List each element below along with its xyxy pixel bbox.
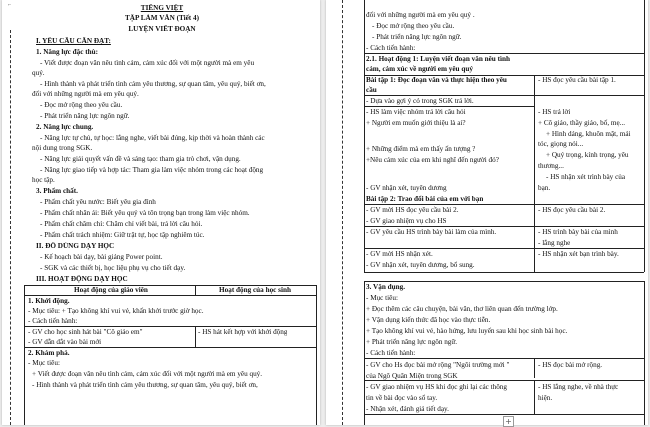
left-text-line: nội dung trong SGK. (32, 144, 93, 152)
right-text-line: tóc, giọng nói... (538, 140, 584, 148)
left-text-line: III. HOẠT ĐỘNG DẠY HỌC (36, 275, 128, 283)
right-text-line: - Phát triển năng lực ngôn ngữ. (372, 33, 462, 41)
right-text-line: - HS nhận xét bạn trình bày. (538, 250, 619, 258)
right-text-line: - GV yêu cầu HS trình bày bài làm của mình. (366, 228, 497, 236)
table-rule (534, 380, 535, 414)
table-rule (364, 414, 644, 415)
table-rule (24, 285, 25, 425)
right-text-line: - Cách tiến hành: (366, 44, 416, 52)
right-text-line: - HS trả lời (538, 108, 571, 116)
right-text-line: +Nêu cảm xúc của em khi nghĩ đến người đó? (366, 156, 499, 164)
right-text-line: + Phát triển năng lực ngôn ngữ. (366, 338, 458, 346)
left-text-line: - GV cho học sinh hát bài "Cô giáo em" (28, 328, 143, 336)
table-rule (364, 358, 644, 359)
crop-mark: ⌐ (8, 2, 12, 8)
right-text-line: bạn. (538, 184, 551, 192)
table-rule (364, 53, 644, 54)
left-text-line: 2. Khám phá. (28, 349, 70, 357)
left-text-line: 1. Khởi động. (28, 297, 70, 305)
left-text-line: 2. Năng lực chung. (36, 123, 94, 131)
left-text-line: - Năng lực giao tiếp và hợp tác: Tham gia làm việc nhóm trong các hoạt động (40, 166, 264, 174)
left-text-line: - GV dẫn dắt vào bài mới (28, 338, 102, 346)
right-text-line: - Nhận xét, đánh giá tiết dạy. (366, 405, 449, 413)
right-text-line: - HS đọc bài mở rộng. (538, 361, 603, 369)
left-text-line: - Mục tiêu: + Tạo không khí vui vẻ, khấn khởi trước giờ học. (28, 307, 204, 315)
left-text-line: Hoạt động của học sinh (219, 286, 291, 294)
table-rule (364, 272, 644, 273)
right-text-line: + Đọc thêm các câu chuyện, bài văn, thơ liên quan đến trường lớp. (366, 305, 558, 313)
left-text-line: 3. Phẩm chất. (36, 187, 78, 195)
left-text-line: - Phẩm chất yêu nước: Biết yêu gia đình (40, 198, 156, 206)
right-text-line: - HS nhận xét trình bày của (546, 173, 626, 181)
left-document-page (2, 0, 320, 425)
right-text-line: - GV mời HS đọc yêu cầu bài 2. (366, 206, 459, 214)
right-text-line: + Hình dáng, khuôn mặt, mái (546, 130, 631, 138)
left-text-line: học tập. (32, 176, 55, 184)
table-rule (364, 95, 534, 96)
left-text-line: - SGK và các thiết bị, học liệu phụ vụ cho tiết dạy. (40, 264, 186, 272)
left-text-line: - Phẩm chất nhân ái: Biết yêu quý và tôn trọng bạn trong làm việc nhóm. (40, 209, 250, 217)
left-text-line: - Phẩm chất trách nhiệm: Giữ trật tự, học tập nghiêm túc. (40, 231, 205, 239)
left-text-line: I. YÊU CẦU CẦN ĐẠT: (36, 37, 111, 45)
table-rule (644, 0, 645, 272)
table-rule (534, 95, 644, 96)
right-text-line: của Ngô Quân Miện trong SGK (366, 372, 458, 380)
right-text-line: + Quý trọng, kính trọng, yêu (546, 151, 629, 159)
right-text-line: + Vận dụng kiến thức đã học vào thực tiễn. (366, 316, 491, 324)
table-rule (24, 347, 316, 348)
left-text-line: - Phẩm chất chăm chỉ: Chăm chỉ viết bài, trả lời câu hỏi. (40, 220, 203, 228)
left-text-line: - Hình thành và phát triển tình cảm yêu thương, sự quan tâm, yêu quý, biết ơn, (40, 80, 266, 88)
right-text-line: - HS làm việc nhóm trả lời câu hỏi (366, 108, 466, 116)
left-text-line: - Năng lực giải quyết vấn đề và sáng tạo: tham gia trò chơi, vận dụng. (40, 155, 241, 163)
left-text-line: - Kế hoạch bài dạy, bài giảng Power point. (40, 253, 163, 261)
table-rule (24, 326, 316, 327)
right-text-line: + Người em muốn giới thiệu là ai? (366, 119, 466, 127)
table-rule (364, 204, 644, 205)
right-document-page (326, 0, 648, 425)
left-text-line: TẬP LÀM VĂN (Tiết 4) (124, 14, 199, 22)
right-text-line: + Cô giáo, thầy giáo, bố, mẹ... (538, 119, 626, 127)
table-rule (534, 358, 535, 378)
table-rule (316, 285, 317, 425)
table-rule (364, 281, 644, 282)
right-text-line: Bài tập 2: Trao đổi bài của em với bạn (366, 195, 484, 203)
left-text-line: - Đọc mở rộng theo yêu cầu. (40, 101, 123, 109)
right-text-line: - GV cho Hs đọc bài mở rộng "Ngôi trường mới " (366, 361, 510, 369)
table-rule (644, 281, 645, 425)
table-rule (195, 326, 196, 347)
table-rule (364, 248, 644, 249)
right-text-line: - GV giao nhiệm vụ cho HS (366, 217, 447, 225)
right-text-line: + Những điểm mà em thấy ấn tượng ? (366, 145, 476, 153)
right-text-line: - Đọc mở rộng theo yêu cầu. (372, 22, 455, 30)
left-text-line: - HS hát kết hợp với khởi động (198, 328, 288, 336)
right-text-line: đối với những người mà em yêu quý . (366, 11, 475, 19)
margin-guide (342, 0, 343, 425)
left-text-line: - Viết được đoạn văn nêu tình cảm, cảm xúc đối với một người mà em yêu (40, 59, 255, 67)
left-text-line: Hoạt động của giáo viên (74, 286, 148, 294)
right-text-line: - Cách tiến hành: (366, 349, 416, 357)
table-rule (534, 75, 535, 272)
table-rule (364, 226, 644, 227)
right-text-line: - Dựa vào gợi ý có trong SGK trả lời. (366, 97, 474, 105)
left-text-line: 1. Năng lực đặc thù: (36, 48, 99, 56)
table-rule (364, 281, 365, 425)
right-text-line: - HS trình bày bài của mình (538, 228, 618, 236)
table-rule (24, 295, 316, 296)
left-text-line: - Phát triển năng lực ngôn ngữ. (40, 112, 130, 120)
left-text-line: - Hình thành và phát triển tình cảm yêu thương, sự quan tâm, yêu quý, biết ơn, (32, 381, 258, 389)
margin-guide (10, 30, 11, 425)
left-text-line: LUYỆN VIẾT ĐOẠN (128, 25, 196, 33)
right-text-line: tin về bài đọc vào sổ tay. (366, 394, 438, 402)
right-text-line: Bài tập 1: Đọc đoạn văn và thực hiện theo yêu (366, 76, 507, 84)
table-rule (364, 106, 534, 107)
right-text-line: + Tạo không khí vui vẻ, hào hứng, lưu luyến sau khi học sinh bài học. (366, 327, 568, 335)
right-text-line: thương... (538, 162, 564, 170)
right-text-line: cảm, cảm xúc về người em yêu quý (366, 65, 473, 73)
table-rule (364, 0, 365, 272)
right-text-line: hiện. (538, 394, 553, 402)
left-text-line: II. ĐỒ DÙNG DẠY HỌC (36, 242, 115, 250)
right-text-line: - GV giao nhiệm vụ HS khi đọc ghi lại các thông (366, 383, 507, 391)
left-text-line: + Viết được đoạn văn nêu tình cảm, cảm xúc đối với một người mà em yêu quý. (32, 370, 263, 378)
right-text-line: - GV mời HS nhận xét. (366, 250, 433, 258)
right-text-line: 2.1. Hoạt động 1: Luyện viết đoạn văn nêu tình (366, 55, 510, 63)
right-text-line: 3. Vận dụng. (366, 283, 406, 291)
right-text-line: - HS lắng nghe, về nhà thực (538, 383, 619, 391)
left-text-line: - Mục tiêu: (28, 359, 60, 367)
right-text-line: - Mục tiêu: (366, 294, 398, 302)
right-text-line: - GV nhận xét, tuyên dương (366, 184, 447, 192)
right-text-line: cầu (366, 86, 377, 94)
left-text-line: - Cách tiến hành: (28, 317, 78, 325)
left-text-line: TIẾNG VIỆT (140, 4, 184, 12)
right-text-line: - GV nhận xét, tuyên dương, bổ sung. (366, 261, 475, 269)
left-text-line: quý. (32, 69, 45, 77)
left-text-line: - Năng lực tự chủ, tự học: lắng nghe, viết bài đúng, kịp thời và hoàn thành các (40, 134, 265, 142)
left-text-line: đối với những người mà em yêu quý. (32, 90, 139, 98)
right-text-line: - HS đọc yêu cầu bài 2. (538, 206, 606, 214)
right-text-line: - lắng nghe (538, 239, 571, 247)
right-text-line: - HS đọc yêu cầu bài tập 1. (538, 76, 616, 84)
add-page-button[interactable]: + (503, 416, 514, 427)
